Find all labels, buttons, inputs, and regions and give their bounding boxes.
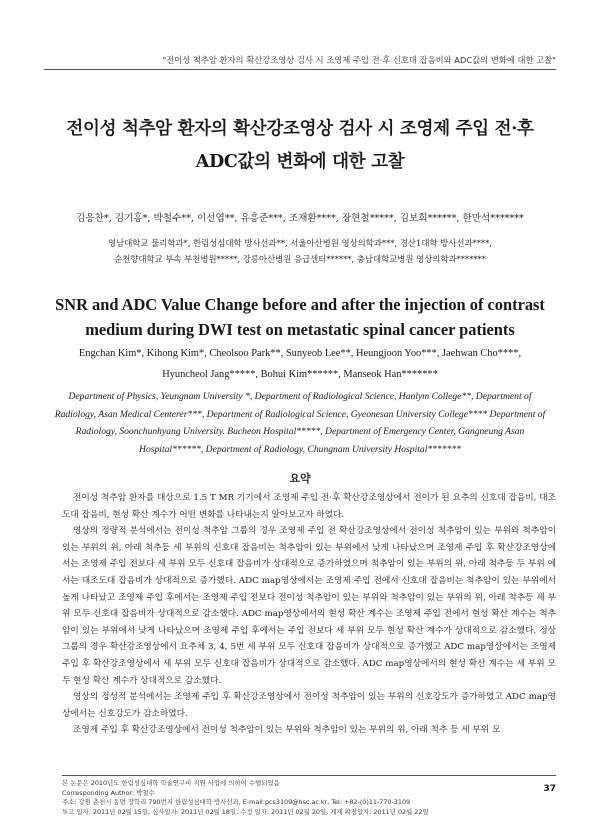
korean-affiliation-line-2: 순천향대학교 부속 부천병원*****, 강릉아산병원 응급센터******, 충남대학교병원 영상의학과******* — [114, 254, 486, 264]
abstract-paragraph-3: 영상의 정성적 분석에서는 조영제 주입 후 확산강조영상에서 전이성 척추암이 있는 부위의 신호강도가 증가하였고 ADC map영상에서는 신호강도가 감소하였다. — [62, 692, 556, 719]
english-affiliations — [52, 388, 548, 458]
english-affiliation-line-4: Hospital******, Department of Radiology, Chungnam University Hospital******* — [139, 443, 461, 455]
footnote-funding: 본 논문은 2010년도 한림성심대학 학술연구비 지원 사업에 의하여 수행되었음 — [62, 779, 280, 787]
running-head: "전이성 척추암 환자의 확산강조영상 검사 시 조영제 주입 전·후 신호대 잡음비와 ADC값의 변화에 대한 고찰" — [44, 54, 556, 70]
english-authors-line-2: Hyuncheol Jang*****, Bohui Kim******, Manseok Han******* — [162, 369, 438, 380]
korean-title — [40, 113, 560, 179]
abstract-paragraph-4: 조영제 주입 후 확산강조영상에서 전이성 척추암이 있는 부위와 척추암이 있는 부위의 위, 아래 척추 등 세 부위 모 — [73, 725, 501, 736]
footnote-address: 주소: 강원 춘천시 동면 장학리 790번지 한림성심대학 방사선과, E-mail:pcs3109@hsc.ac.kr, Tel: +82-(0)11-770-3109 — [62, 798, 411, 807]
abstract-heading: 요약 — [289, 472, 311, 485]
english-title — [40, 292, 560, 342]
english-affiliation-line-3: Radiology, Soonchunhyang University. Bucheon Hospital*****, Department of Emergency Center, Gangneung Asan — [75, 426, 525, 437]
page-number: 37 — [543, 784, 556, 794]
korean-authors: 김응찬*, 김기홍*, 박철수**, 이선엽**, 유흥준***, 조재환****, 장현철*****, 김보희******, 한만석******* — [76, 213, 524, 224]
footnote-dates: 투고 일자: 2011년 02월 15일, 심사일자: 2011년 02월 18일, 수정 일자: 2011년 02월 20일, 게재 확정일자: 2011년 02월 22일 — [62, 807, 429, 816]
korean-affiliation-line-1: 영남대학교 물리학과*, 한림성심대학 방사선과**, 서울아산병원 영상의학과***, 경산1대학 방사선과****, — [108, 238, 492, 248]
abstract-paragraph-1: 전이성 척추암 환자를 대상으로 1.5 T MR 기기에서 조영제 주입 전·후 확산강조영상에서 전이가 된 요추의 신호대 잡음비, 대조도대 잡음비, 현성 확산 계수가 어떤 변화를 나타내는지 알아보고자 하였다. — [62, 493, 556, 520]
english-title-line-2: medium during DWI test on metastatic spinal cancer patients — [85, 320, 515, 339]
english-affiliation-line-1: Department of Physics, Yeungnam University *, Department of Radiological Science, Hanlym College**, Department of — [68, 391, 532, 402]
footnote-corresponding-author: Corresponding Author: 박철수 — [62, 788, 155, 797]
abstract-body — [62, 490, 556, 739]
korean-title-line-1: 전이성 척추암 환자의 확산강조영상 검사 시 조영제 주입 전·후 — [66, 119, 534, 139]
korean-title-line-2: ADC값의 변화에 대한 고찰 — [195, 152, 405, 172]
english-authors-line-1: Engchan Kim*, Kihong Kim*, Cheolsoo Park**, Sunyeob Lee**, Heungjoon Yoo***, Jaehwan Cho****, — [78, 348, 522, 359]
abstract-paragraph-2: 영상의 정량적 분석에서는 전이성 척추암 그룹의 경우 조영제 주입 전 확산강조영상에서 전이성 척추암이 있는 부위와 척추암이 있는 부위의 위, 아래 척추등 세 부위의 신호대 잡음비는 척추암이 있는 부위에서 낮게 나타났으며 조영제 주입 후 확산강조영상에서는 조영제 주입 전보다 세 부위 모두 신호대 잡음비가 상대적으로 증가하였으며 척추암이 있는 부위의 위, 아래 척추등 두 부위 에서는 대조도대 잡음비가 상대적으로 증가했다. ADC map영상에서는 조영제 주입 전에서 신호대 잡음비는 척추암이 있는 부위에서 높게 나타났고 조영제 주입 후에서는 조영제 주입 전보다 전이성 척추암이 있는 부위와 척추암이 있는 부위의 위, 아래 척추등 세 부위 모두 신호대 잡음비가 상대적으로 감소했다. ADC map영상에서의 현성 확산 계수는 조영제 주입 전에서 현성 확산 계수는 척추암이 있는 부위에서 낮게 나타났으며 조영제 주입 후에서는 주입 전보다 세 부위 모두 현성 확산 계수가 상대적으로 감소했다. 정상 그룹의 경우 확산강조영상에서 요추체 3, 4, 5번 세 부위 모두 신호대 잡음비가 상대적으로 증가했고 ADC map영상에서는 조영제 주입 후 확산강조영상에서 세 부위 모두 신호대 잡음비가 상대적으로 감소했다. ADC map영상에서의 현성 확산 계수는 세 부위 모두 현성 확산 계수가 상대적으로 감소했다. — [62, 526, 556, 686]
footnote — [62, 775, 556, 817]
english-title-line-1: SNR and ADC Value Change before and after the injection of contrast — [55, 295, 545, 314]
english-affiliation-line-2: Radiology, Asan Medical Centerer***, Department of Radiological Science, Gyeonesan University College**** Department of — [54, 408, 546, 420]
